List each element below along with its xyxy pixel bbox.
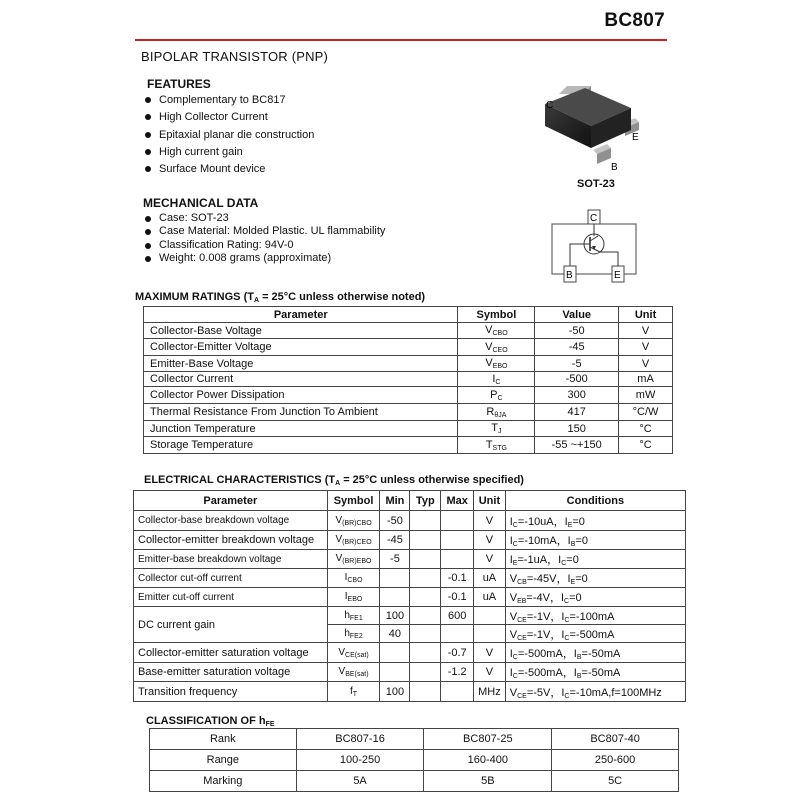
max-cell: 600: [441, 607, 474, 625]
unit-cell: V: [619, 323, 673, 339]
col-header: Symbol: [327, 491, 380, 511]
max-ratings-table: [143, 306, 673, 454]
symbol-cell: $V_{CE(sat)}$: [327, 643, 380, 663]
features-title: FEATURES: [147, 77, 211, 91]
symbol-cell: $V_{EBO}$: [458, 356, 535, 372]
classification-cell: 5A: [296, 771, 424, 792]
unit-cell: V: [474, 663, 506, 682]
mechanical-item: Weight: 0.008 grams (approximate): [143, 252, 385, 265]
classification-cell: BC807-40: [552, 729, 679, 750]
classification-cell: 5C: [552, 771, 679, 792]
symbol-cell: $P_C$: [458, 387, 535, 404]
parameter-cell: Transition frequency: [134, 682, 328, 702]
table-row: [134, 511, 686, 531]
min-cell: -45: [380, 531, 410, 550]
classification-cell: 100-250: [296, 750, 424, 771]
table-row: [134, 607, 686, 625]
pin-c-label: C: [546, 100, 554, 111]
unit-cell: uA: [474, 569, 506, 588]
typ-cell: [410, 511, 441, 531]
max-cell: -1.2: [441, 663, 474, 682]
symbol-cell: $V_{(BR)CBO}$: [327, 511, 380, 531]
table-row: [134, 663, 686, 682]
unit-cell: MHz: [474, 682, 506, 702]
classification-cell: BC807-25: [424, 729, 552, 750]
classification-table: [149, 728, 679, 792]
parameter-cell: Collector Power Dissipation: [144, 387, 458, 404]
symbol-cell: $V_{(BR)CEO}$: [327, 531, 380, 550]
table-row: [134, 682, 686, 702]
col-header: Max: [441, 491, 474, 511]
min-cell: [380, 663, 410, 682]
symbol-cell: $T_J$: [458, 421, 535, 437]
unit-cell: V: [474, 511, 506, 531]
schematic-e-label: E: [614, 270, 621, 281]
conditions-cell: $V_{CE}=-5V$，$I_C=-10mA,f=100MHz$: [505, 682, 685, 702]
max-cell: -0.1: [441, 569, 474, 588]
classification-cell: 160-400: [424, 750, 552, 771]
parameter-cell: Storage Temperature: [144, 437, 458, 454]
table-row: [150, 771, 679, 792]
electrical-table: [133, 490, 686, 702]
value-cell: -5: [535, 356, 619, 372]
min-cell: 100: [380, 607, 410, 625]
col-header: Parameter: [144, 307, 458, 323]
schematic-b-label: B: [566, 270, 573, 281]
mechanical-item: Classification Rating: 94V-0: [143, 239, 385, 252]
symbol-cell: $I_{EBO}$: [327, 588, 380, 607]
table-row: [134, 588, 686, 607]
conditions-cell: $V_{CE}=-1V$，$I_C=-100mA$: [505, 607, 685, 625]
conditions-cell: $V_{CE}=-1V$，$I_C=-500mA$: [505, 625, 685, 643]
parameter-cell: DC current gain: [134, 607, 328, 643]
feature-item: Epitaxial planar die construction: [143, 127, 314, 144]
col-header: Symbol: [458, 307, 535, 323]
unit-cell: mA: [619, 372, 673, 387]
max-cell: -0.1: [441, 588, 474, 607]
symbol-cell: $V_{CEO}$: [458, 339, 535, 356]
parameter-cell: Collector-Emitter Voltage: [144, 339, 458, 356]
conditions-cell: $I_C=-500mA$，$I_B=-50mA$: [505, 643, 685, 663]
unit-cell: V: [619, 356, 673, 372]
transistor-schematic: [548, 206, 640, 286]
classification-cell: 250-600: [552, 750, 679, 771]
feature-item: High current gain: [143, 144, 314, 161]
value-cell: -45: [535, 339, 619, 356]
electrical-title: ELECTRICAL CHARACTERISTICS ($T_A = 25^\circ C$ unless otherwise specified): [144, 474, 524, 487]
package-label: SOT-23: [577, 178, 615, 190]
col-header: Conditions: [505, 491, 685, 511]
table-row: [144, 323, 673, 339]
parameter-cell: Emitter-Base Voltage: [144, 356, 458, 372]
parameter-cell: Collector-Base Voltage: [144, 323, 458, 339]
table-row: [144, 404, 673, 421]
feature-item: High Collector Current: [143, 109, 314, 126]
table-row: [134, 550, 686, 569]
typ-cell: [410, 625, 441, 643]
table-row: [150, 750, 679, 771]
document-subtitle: BIPOLAR TRANSISTOR (PNP): [141, 49, 329, 64]
table-row: [134, 569, 686, 588]
parameter-cell: Collector Current: [144, 372, 458, 387]
feature-item: Surface Mount device: [143, 161, 314, 178]
parameter-cell: Collector-emitter saturation voltage: [134, 643, 328, 663]
mechanical-title: MECHANICAL DATA: [143, 196, 259, 210]
unit-cell: °C/W: [619, 404, 673, 421]
min-cell: 100: [380, 682, 410, 702]
schematic-c-label: C: [590, 213, 598, 224]
symbol-cell: $f_T$: [327, 682, 380, 702]
classification-cell: 5B: [424, 771, 552, 792]
table-row: [144, 339, 673, 356]
conditions-cell: $I_C=-10mA$，$I_B=0$: [505, 531, 685, 550]
typ-cell: [410, 588, 441, 607]
unit-cell: V: [474, 550, 506, 569]
table-row: [134, 643, 686, 663]
value-cell: 300: [535, 387, 619, 404]
col-header: Unit: [619, 307, 673, 323]
table-row: [134, 531, 686, 550]
min-cell: -50: [380, 511, 410, 531]
max-ratings-title: MAXIMUM RATINGS ($T_A = 25^\circ C$ unless otherwise noted): [135, 291, 426, 304]
typ-cell: [410, 643, 441, 663]
row-header-cell: Rank: [150, 729, 297, 750]
parameter-cell: Base-emitter saturation voltage: [134, 663, 328, 682]
classification-title: CLASSIFICATION OF $h_{FE}$: [146, 715, 275, 728]
pin-e-label: E: [632, 132, 639, 143]
unit-cell: [474, 625, 506, 643]
row-header-cell: Range: [150, 750, 297, 771]
table-row: [144, 356, 673, 372]
mechanical-item: Case: SOT-23: [143, 212, 385, 225]
typ-cell: [410, 569, 441, 588]
conditions-cell: $I_C=-500mA$，$I_B=-50mA$: [505, 663, 685, 682]
unit-cell: V: [619, 339, 673, 356]
unit-cell: °C: [619, 421, 673, 437]
unit-cell: V: [474, 643, 506, 663]
col-header: Typ: [410, 491, 441, 511]
max-cell: -0.7: [441, 643, 474, 663]
unit-cell: V: [474, 531, 506, 550]
parameter-cell: Collector-emitter breakdown voltage: [134, 531, 328, 550]
feature-item: Complementary to BC817: [143, 92, 314, 109]
value-cell: -55 ~+150: [535, 437, 619, 454]
min-cell: [380, 569, 410, 588]
conditions-cell: $V_{CB}=-45V$，$I_E=0$: [505, 569, 685, 588]
value-cell: 417: [535, 404, 619, 421]
pin-b-label: B: [611, 162, 618, 173]
symbol-cell: $I_C$: [458, 372, 535, 387]
min-cell: -5: [380, 550, 410, 569]
parameter-cell: Thermal Resistance From Junction To Ambient: [144, 404, 458, 421]
typ-cell: [410, 550, 441, 569]
typ-cell: [410, 663, 441, 682]
symbol-cell: $T_{STG}$: [458, 437, 535, 454]
col-header: Unit: [474, 491, 506, 511]
parameter-cell: Junction Temperature: [144, 421, 458, 437]
col-header: Min: [380, 491, 410, 511]
parameter-cell: Collector cut-off current: [134, 569, 328, 588]
max-cell: [441, 682, 474, 702]
parameter-cell: Emitter-base breakdown voltage: [134, 550, 328, 569]
min-cell: [380, 643, 410, 663]
symbol-cell: $V_{(BR)EBO}$: [327, 550, 380, 569]
symbol-cell: $h_{FE1}$: [327, 607, 380, 625]
parameter-cell: Collector-base breakdown voltage: [134, 511, 328, 531]
features-list: [143, 92, 314, 178]
conditions-cell: $I_C=-10uA$，$I_E=0$: [505, 511, 685, 531]
conditions-cell: $I_E=-1uA$，$I_C=0$: [505, 550, 685, 569]
symbol-cell: $h_{FE2}$: [327, 625, 380, 643]
table-row: [144, 372, 673, 387]
col-header: Parameter: [134, 491, 328, 511]
parameter-cell: Emitter cut-off current: [134, 588, 328, 607]
value-cell: -500: [535, 372, 619, 387]
table-row: [144, 387, 673, 404]
classification-cell: BC807-16: [296, 729, 424, 750]
max-cell: [441, 511, 474, 531]
mechanical-item: Case Material: Molded Plastic. UL flammability: [143, 225, 385, 238]
symbol-cell: $I_{CBO}$: [327, 569, 380, 588]
min-cell: 40: [380, 625, 410, 643]
value-cell: 150: [535, 421, 619, 437]
unit-cell: uA: [474, 588, 506, 607]
symbol-cell: $R_{\theta JA}$: [458, 404, 535, 421]
typ-cell: [410, 531, 441, 550]
table-row: [144, 421, 673, 437]
min-cell: [380, 588, 410, 607]
typ-cell: [410, 607, 441, 625]
typ-cell: [410, 682, 441, 702]
conditions-cell: $V_{EB}=-4V$，$I_C=0$: [505, 588, 685, 607]
table-row: [150, 729, 679, 750]
symbol-cell: $V_{BE(sat)}$: [327, 663, 380, 682]
max-cell: [441, 531, 474, 550]
mechanical-list: [143, 212, 385, 265]
row-header-cell: Marking: [150, 771, 297, 792]
value-cell: -50: [535, 323, 619, 339]
sot23-package-image: [535, 78, 655, 178]
table-row: [144, 437, 673, 454]
unit-cell: [474, 607, 506, 625]
unit-cell: °C: [619, 437, 673, 454]
max-cell: [441, 550, 474, 569]
header-divider: [135, 39, 667, 41]
max-cell: [441, 625, 474, 643]
unit-cell: mW: [619, 387, 673, 404]
col-header: Value: [535, 307, 619, 323]
symbol-cell: $V_{CBO}$: [458, 323, 535, 339]
part-number: BC807: [604, 10, 665, 31]
